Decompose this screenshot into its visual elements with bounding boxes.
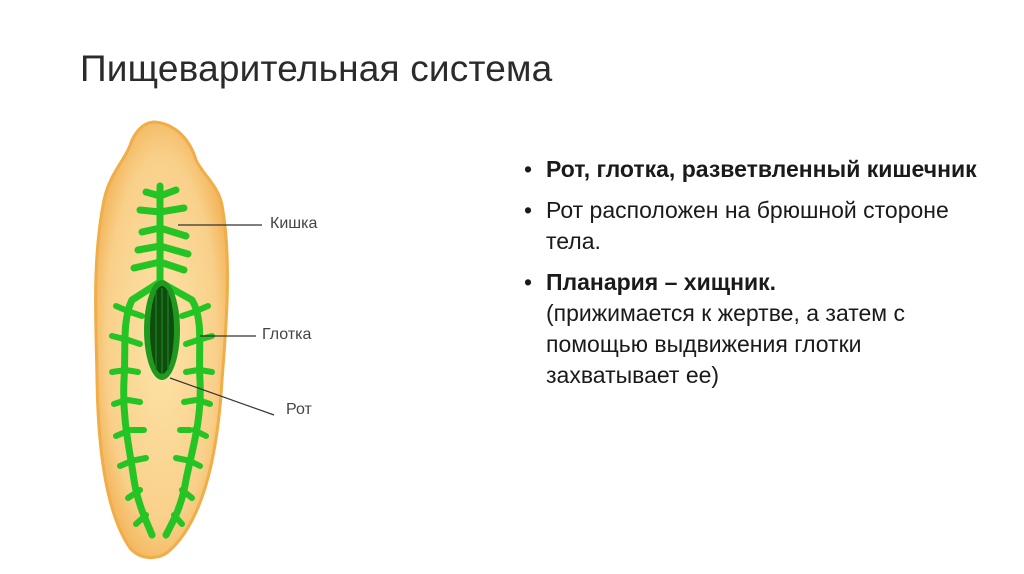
bullet-text: (прижимается к жертве, а затем с помощью выдвижения глотки захватывает ее) <box>546 300 906 388</box>
bullet-item <box>522 154 992 185</box>
bullet-dot-icon: • <box>524 156 533 182</box>
label-intestine: Кишка <box>270 215 318 232</box>
pharynx <box>144 280 180 380</box>
bullet-item <box>522 267 992 391</box>
bullet-dot-icon: • <box>524 269 533 295</box>
bullet-bold-text: Рот, глотка, разветвленный кишечник <box>546 156 977 182</box>
bullet-bold-text: Планария – хищник. <box>546 269 777 295</box>
slide-title: Пищеварительная система <box>80 48 553 89</box>
bullet-text: Рот расположен на брюшной стороне тела. <box>546 197 949 254</box>
bullet-dot-icon: • <box>524 197 533 223</box>
label-pharynx: Глотка <box>262 326 312 343</box>
bullet-list <box>522 154 992 401</box>
label-mouth: Рот <box>286 401 312 418</box>
bullet-item <box>522 195 992 257</box>
